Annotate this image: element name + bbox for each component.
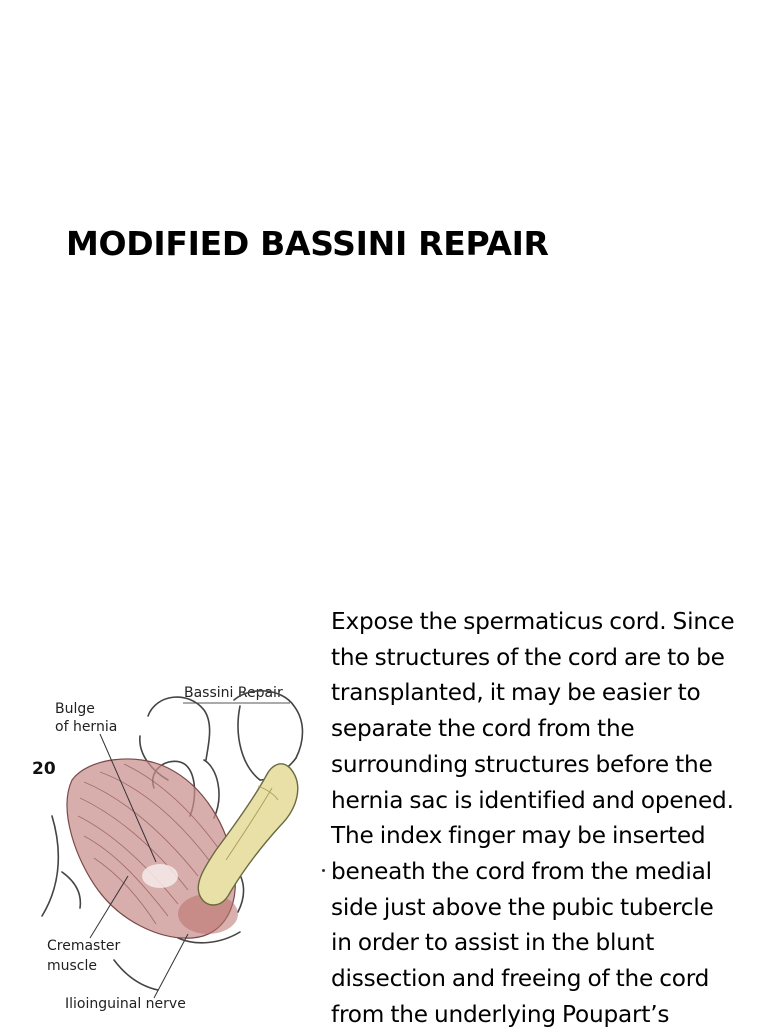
label-cremaster-line2: muscle <box>47 958 98 974</box>
bassini-repair-illustration <box>28 676 328 1016</box>
body-line: dissection and freeing of the cord <box>331 965 710 993</box>
body-line: The index finger may be inserted <box>331 822 706 850</box>
slide-title: MODIFIED BASSINI REPAIR <box>66 224 549 263</box>
body-line: the structures of the cord are to be <box>331 643 725 671</box>
body-line: surrounding structures before the <box>331 750 713 778</box>
label-bulge-line2: of hernia <box>55 719 118 735</box>
body-line: in order to assist in the blunt <box>331 929 655 957</box>
figure-heading: Bassini Repair <box>184 685 283 701</box>
label-ilioinguinal: Ilioinguinal nerve <box>65 996 186 1012</box>
body-line: Expose the spermaticus cord. Since <box>331 608 735 635</box>
body-line: separate the cord from the <box>331 715 635 743</box>
figure-number: 20 <box>32 759 56 779</box>
body-paragraph <box>331 604 768 1032</box>
body-line: transplanted, it may be easier to <box>331 679 701 707</box>
body-line: hernia sac is identified and opened. <box>331 786 734 814</box>
label-bulge-line1: Bulge <box>55 701 95 717</box>
body-line: from the underlying Poupart’s <box>331 1000 670 1028</box>
body-line: beneath the cord from the medial <box>331 857 712 885</box>
body-line: side just above the pubic tubercle <box>331 893 714 921</box>
hernia-muscle-shape <box>67 759 238 938</box>
stray-dot <box>322 869 325 872</box>
hernia-highlight <box>142 864 178 888</box>
label-cremaster-line1: Cremaster <box>47 938 121 954</box>
